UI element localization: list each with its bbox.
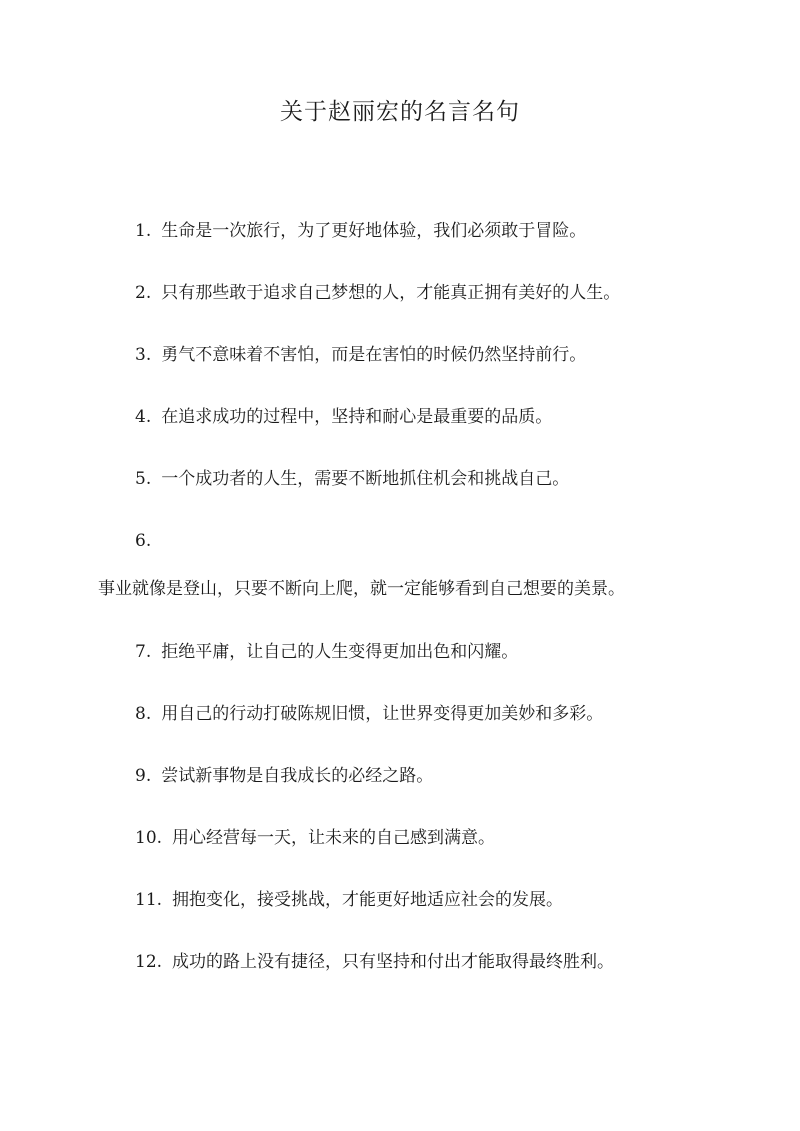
quote-text: 事业就像是登山，只要不断向上爬，就一定能够看到自己想要的美景。	[98, 579, 625, 599]
quote-number: 9.	[135, 766, 152, 786]
quote-text: 用自己的行动打破陈规旧惯，让世界变得更加美妙和多彩。	[161, 704, 604, 724]
quote-number: 7.	[135, 642, 152, 662]
quote-text: 成功的路上没有捷径，只有坚持和付出才能取得最终胜利。	[172, 952, 615, 972]
quote-text: 只有那些敢于追求自己梦想的人，才能真正拥有美好的人生。	[161, 283, 621, 303]
quote-text: 用心经营每一天，让未来的自己感到满意。	[172, 828, 496, 848]
quote-number: 5.	[135, 469, 152, 489]
quote-number: 1.	[135, 221, 152, 241]
quote-item	[135, 405, 552, 429]
quote-text: 勇气不意味着不害怕，而是在害怕的时候仍然坚持前行。	[161, 345, 587, 365]
quote-number: 4.	[135, 407, 152, 427]
quote-number: 2.	[135, 283, 152, 303]
quote-item	[135, 343, 586, 367]
quote-item	[135, 950, 614, 974]
quote-item	[135, 888, 563, 912]
quote-number: 6.	[135, 531, 152, 551]
quote-text: 拥抱变化，接受挑战，才能更好地适应社会的发展。	[172, 890, 564, 910]
quote-text: 拒绝平庸，让自己的人生变得更加出色和闪耀。	[161, 642, 519, 662]
quote-text: 生命是一次旅行，为了更好地体验，我们必须敢于冒险。	[161, 221, 587, 241]
quote-item	[135, 219, 586, 243]
quote-number-line	[135, 529, 151, 553]
quote-text: 尝试新事物是自我成长的必经之路。	[161, 766, 434, 786]
quote-item	[135, 281, 620, 305]
quote-item	[135, 826, 495, 850]
quote-text: 一个成功者的人生，需要不断地抓住机会和挑战自己。	[161, 469, 570, 489]
quote-text: 在追求成功的过程中，坚持和耐心是最重要的品质。	[161, 407, 553, 427]
quote-number: 11.	[135, 890, 163, 910]
quote-text-line	[98, 577, 625, 601]
quote-number: 8.	[135, 704, 152, 724]
quote-number: 10.	[135, 828, 163, 848]
quote-item	[135, 467, 569, 491]
quote-item	[135, 640, 518, 664]
quote-item	[135, 764, 433, 788]
quote-number: 12.	[135, 952, 163, 972]
quote-number: 3.	[135, 345, 152, 365]
page-title: 关于赵丽宏的名言名句	[280, 99, 520, 125]
quote-item	[135, 702, 603, 726]
